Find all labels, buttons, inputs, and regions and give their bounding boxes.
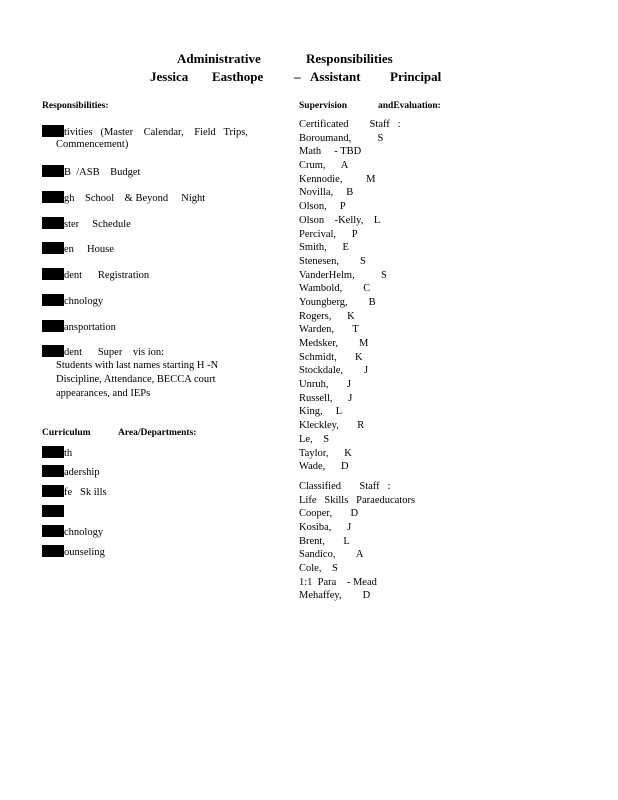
curriculum-heading: Curriculum xyxy=(42,428,91,438)
staff-entry: Cooper, D xyxy=(299,508,359,520)
staff-entry: Brent, L xyxy=(299,535,350,547)
staff-entry: Schmidt, K xyxy=(299,351,363,363)
redaction-bar xyxy=(42,268,64,280)
staff-entry: Rogers, K xyxy=(299,310,355,322)
curriculum-item: fe Sk ills xyxy=(42,485,107,499)
curriculum-item: chnology xyxy=(42,525,103,539)
redaction-bar xyxy=(42,217,64,229)
responsibility-item: B /ASB Budget xyxy=(42,165,140,179)
curriculum-item: th xyxy=(42,446,72,460)
supervision-heading: Supervision xyxy=(299,101,348,111)
redaction-bar xyxy=(42,294,64,306)
staff-entry: Cole, S xyxy=(299,563,338,574)
staff-entry: Boroumand, S xyxy=(299,132,384,144)
redaction-bar xyxy=(42,545,64,557)
staff-entry: Kleckley, R xyxy=(299,420,365,432)
staff-entry: Medsker, M xyxy=(299,338,369,349)
redaction-bar xyxy=(42,242,64,254)
redaction-bar xyxy=(42,320,64,332)
responsibility-item: gh School & Beyond Night xyxy=(42,191,205,205)
staff-list xyxy=(299,118,415,603)
staff-entry: Crum, A xyxy=(299,160,349,172)
staff-entry: Kosiba, J xyxy=(299,521,352,533)
responsibility-item: dent Registration xyxy=(42,268,149,282)
title-last-name: Easthope xyxy=(212,69,264,84)
staff-entry: Wade, D xyxy=(299,461,349,473)
staff-entry: Life Skills Paraeducators xyxy=(299,494,416,506)
redaction-bar xyxy=(42,125,64,137)
supervision-detail-line: appearances, and IEPs xyxy=(56,388,151,399)
staff-entry: Stenesen, S xyxy=(299,255,366,267)
staff-entry: Novilla, B xyxy=(299,187,354,199)
area-departments-heading: Area/Departments: xyxy=(118,428,197,438)
staff-entry: Olson, P xyxy=(299,201,346,213)
redaction-bar xyxy=(42,165,64,177)
title-first-name: Jessica xyxy=(150,69,189,84)
curriculum-item xyxy=(42,505,64,519)
staff-entry: Kennodie, M xyxy=(299,173,376,185)
staff-entry: King, L xyxy=(299,406,343,418)
supervision-detail-line: Discipline, Attendance, BECCA court xyxy=(56,374,216,385)
redaction-bar xyxy=(42,465,64,477)
title-administrative: Administrative xyxy=(177,51,261,66)
staff-entry: Mehaffey, D xyxy=(299,590,371,602)
supervision-detail-line: Students with last names starting H -N xyxy=(56,360,219,371)
curriculum-item: adership xyxy=(42,465,100,479)
classified-staff-heading: Classified Staff : xyxy=(299,480,391,492)
title-principal: Principal xyxy=(390,69,442,84)
staff-entry: Percival, P xyxy=(299,228,358,240)
staff-entry: Taylor, K xyxy=(299,447,352,459)
responsibility-item: dent Super vis ion: xyxy=(42,345,164,359)
staff-entry: Unruh, J xyxy=(299,379,351,391)
redaction-bar xyxy=(42,485,64,497)
responsibility-item: ansportation xyxy=(42,320,116,334)
redaction-bar xyxy=(42,505,64,517)
staff-entry: Warden, T xyxy=(299,324,359,336)
responsibility-item: tivities (Master Calendar, Field Trips, xyxy=(42,125,248,139)
title-responsibilities: Responsibilities xyxy=(306,51,393,66)
staff-entry: 1:1 Para - Mead xyxy=(299,576,377,588)
staff-entry: Math - TBD xyxy=(299,146,362,158)
staff-entry: Youngberg, B xyxy=(299,296,376,308)
title-dash: – xyxy=(294,69,301,84)
evaluation-heading: andEvaluation: xyxy=(378,101,441,111)
staff-entry: Le, S xyxy=(299,433,330,445)
redaction-bar xyxy=(42,191,64,203)
responsibility-item: chnology xyxy=(42,294,103,308)
responsibility-item-continuation: Commencement) xyxy=(56,139,129,150)
staff-entry: Smith, E xyxy=(299,242,349,254)
redaction-bar xyxy=(42,345,64,357)
responsibility-item: ster Schedule xyxy=(42,217,131,231)
staff-entry: Wambold, C xyxy=(299,283,371,295)
redaction-bar xyxy=(42,525,64,537)
staff-entry: Russell, J xyxy=(299,392,353,404)
staff-entry: Olson -Kelly, L xyxy=(299,214,381,226)
staff-entry: Sandico, A xyxy=(299,549,364,561)
certificated-staff-heading: Certificated Staff : xyxy=(299,119,401,130)
curriculum-item: ounseling xyxy=(42,545,105,559)
title-assistant: Assistant xyxy=(310,69,361,84)
redaction-bar xyxy=(42,446,64,458)
responsibility-item: en House xyxy=(42,242,114,256)
staff-entry: VanderHelm, S xyxy=(299,269,387,281)
responsibilities-heading: Responsibilities: xyxy=(42,101,109,111)
staff-entry: Stockdale, J xyxy=(299,365,369,377)
